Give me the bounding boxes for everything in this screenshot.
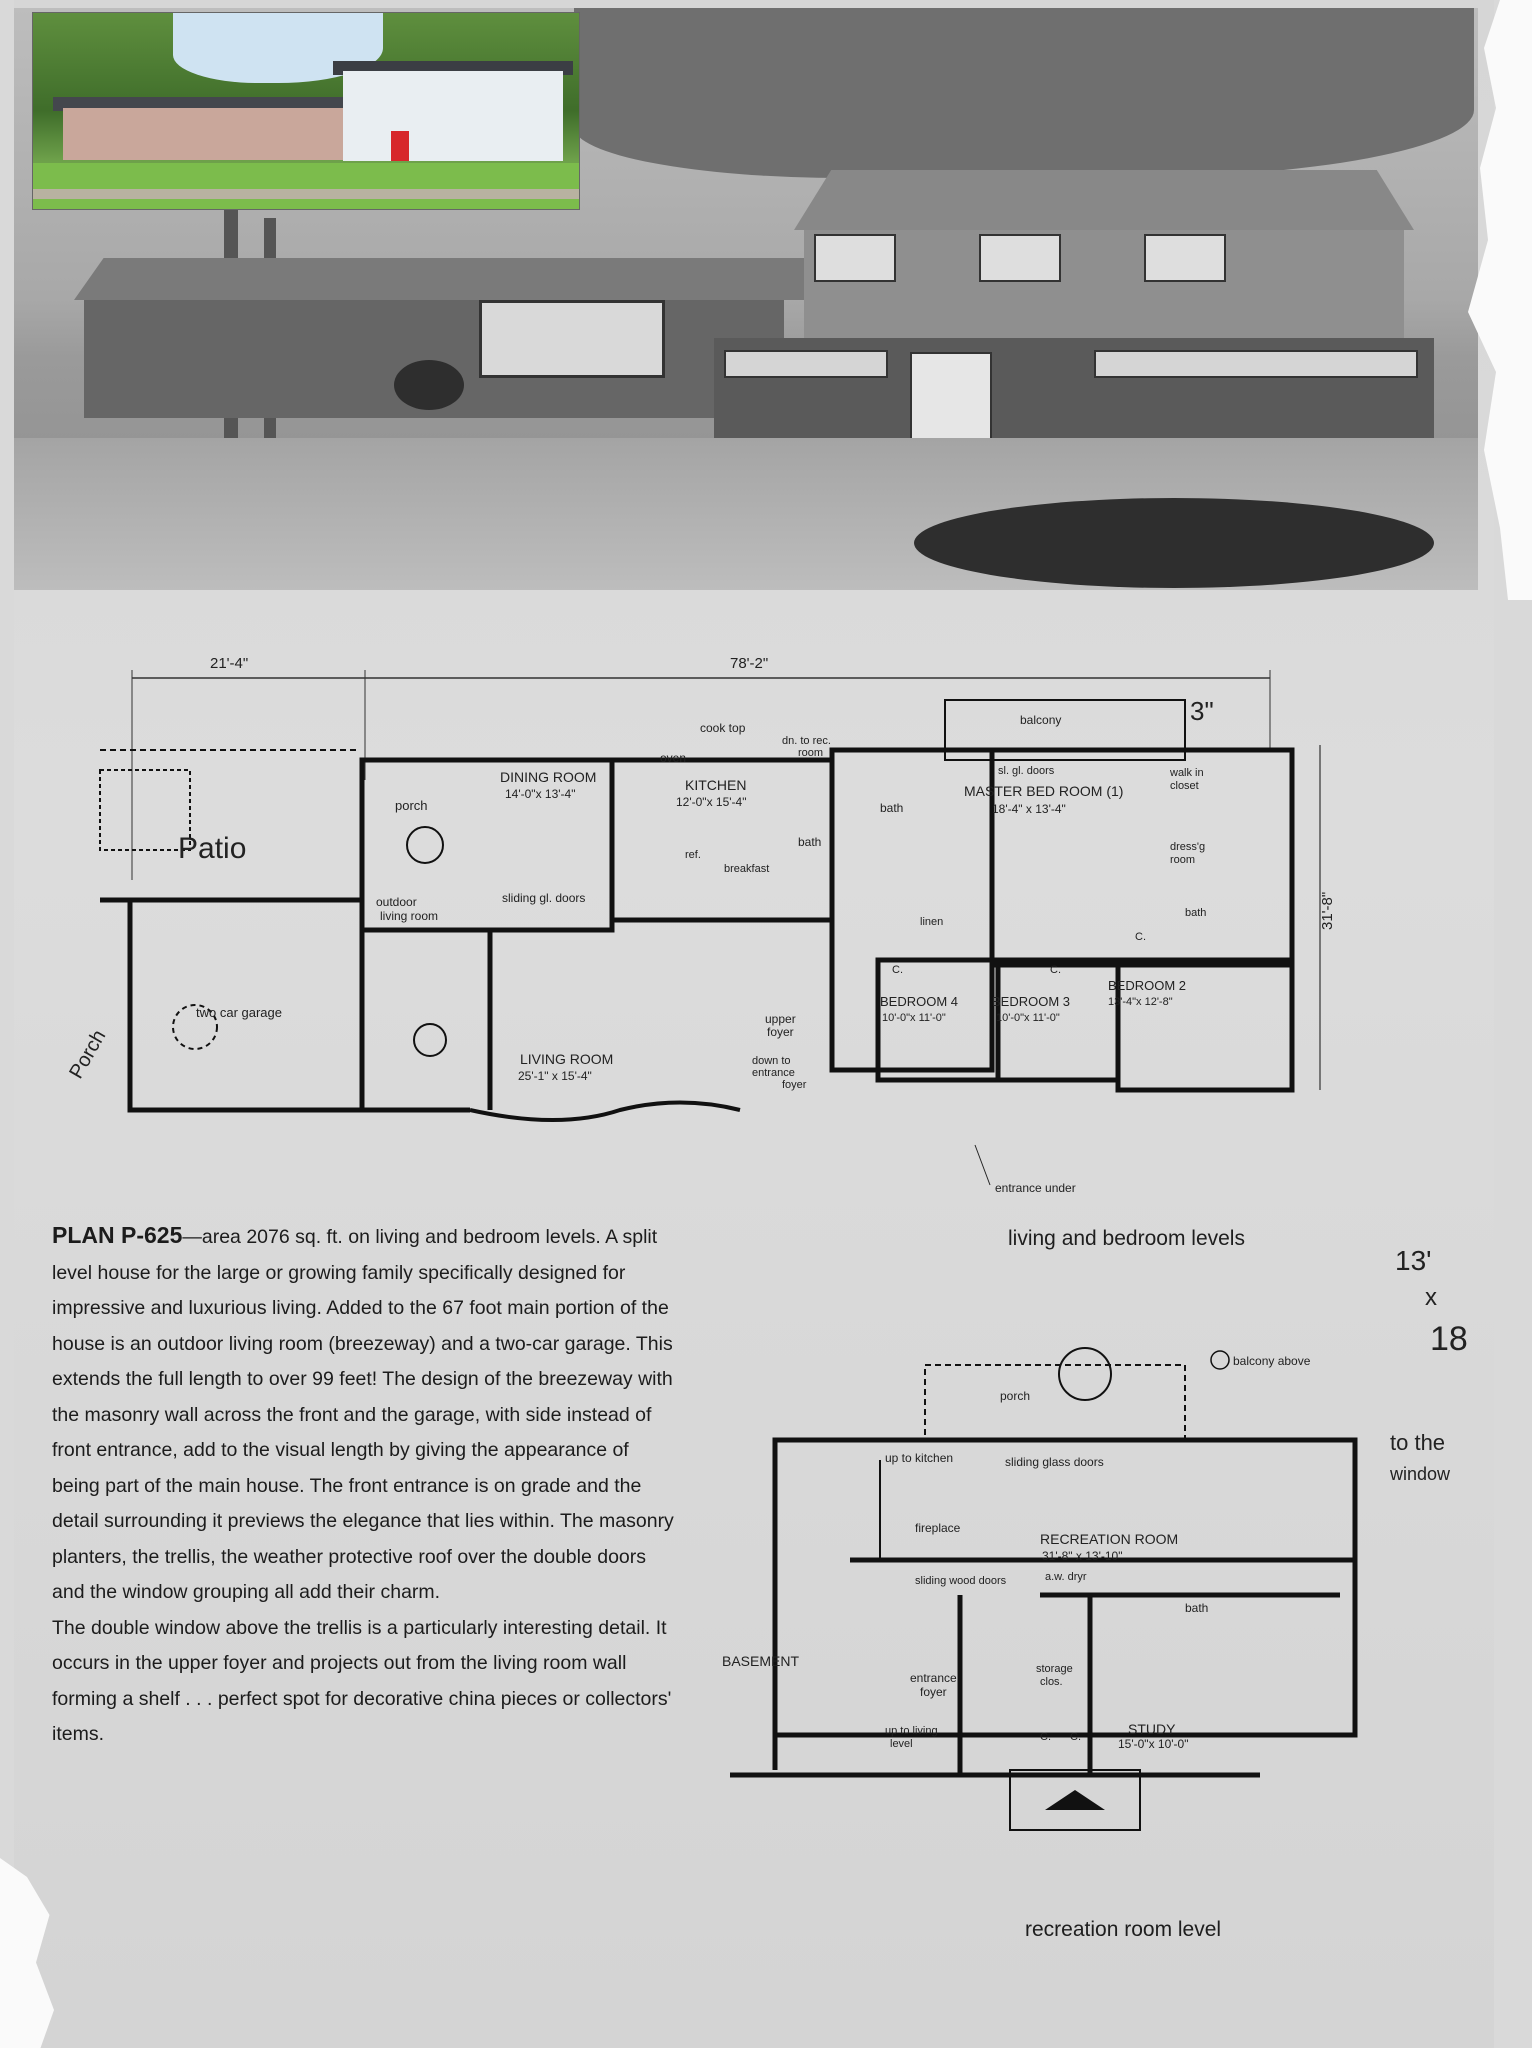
lower-roof (74, 258, 814, 300)
foyer-label: foyer (782, 1079, 807, 1091)
bath-label: bath (880, 801, 904, 815)
plan-lead-text: —area 2076 sq. ft. on living and bedroom levels. A split level house for the large or growing family specifically designed for impressive and luxurious living. Added to the 67 foot main portion of the house is an outdoor living room (breezeway) and a two-car garage. This extends the full length to over 99 feet! The design of the breezeway with the masonry wall across the front and the garage, with side instead of front entrance, add to the visual length by giving the appearance of being part of the main house. The front entrance is on grade and the detail surrounding it previews the elegance that lies within. The masonry planters, the trellis, the weather protective roof over the double doors and the window grouping all add their charm. (52, 1226, 674, 1603)
upper-roof (794, 170, 1414, 230)
plan-paragraph-2: The double window above the trellis is a particularly interesting detail. It occurs in the upper foyer and projects out from the living room wall forming a shelf . . . perfect spot for decorative china pieces or collectors' items. (52, 1616, 672, 1745)
kitchen-size: 12'-0"x 15'-4" (676, 795, 747, 809)
lower-bath-label: bath (1185, 1601, 1209, 1615)
handwritten-patio: Patio (178, 832, 247, 865)
shutter-window (814, 234, 896, 282)
house-photo (32, 12, 580, 210)
lower-level-label: recreation room level (1025, 1918, 1222, 1941)
balcony-label: balcony (1020, 713, 1062, 727)
picture-window (479, 300, 665, 378)
handwritten-note: 3" (1190, 696, 1214, 726)
dressing-room-label: room (1170, 854, 1196, 866)
dn-rec-label: dn. to rec. (782, 735, 831, 747)
handwritten-porch: Porch (65, 1026, 111, 1083)
dim-total: 78'-2" (730, 655, 769, 672)
breakfast-label: breakfast (724, 863, 770, 875)
house-rendering (14, 8, 1478, 590)
svg-text:18: 18 (1430, 1320, 1468, 1358)
shrub (394, 360, 464, 410)
dim-left: 21'-4" (210, 655, 249, 672)
porch-label-lower: porch (1000, 1389, 1031, 1403)
entrance-under-label: entrance under (995, 1181, 1076, 1195)
shrubbery (914, 498, 1434, 588)
up-to-kitchen-label: up to kitchen (885, 1451, 954, 1465)
living-room-label: LIVING ROOM (520, 1051, 614, 1067)
living-room-size: 25'-1" x 15'-4" (518, 1069, 592, 1083)
up-to-living-level-label: level (890, 1738, 913, 1750)
closet-c-lower-2: C. (1070, 1731, 1081, 1743)
closet-c-label-3: C. (1135, 931, 1146, 943)
bedroom-4-label: BEDROOM 4 (880, 994, 959, 1009)
trellis-windows (724, 350, 888, 378)
storage-label: storage (1036, 1663, 1073, 1675)
lower-floor-plan (700, 1320, 1500, 1980)
walkin-label: walk in (1170, 767, 1204, 779)
washer-dryer-label: a.w. dryr (1045, 1571, 1087, 1583)
sliding-doors-label: sliding gl. doors (502, 891, 586, 905)
cooktop-label: cook top (700, 721, 746, 735)
shutter-window (1144, 234, 1226, 282)
handwritten-note-lower-2: window (1390, 1464, 1451, 1484)
outdoor-living-label: living room (380, 909, 439, 923)
double-door (910, 352, 992, 450)
svg-text:13': 13' (1395, 1245, 1432, 1276)
dim-depth: 31'-8" (1319, 891, 1336, 930)
fireplace-label: fireplace (915, 1521, 961, 1535)
outdoor-label: outdoor (376, 895, 417, 909)
dressing-label: dress'g (1170, 841, 1206, 853)
master-bedroom-label: MASTER BED ROOM (1) (964, 783, 1124, 799)
bath-label-2: bath (798, 835, 822, 849)
sl-gl-doors-label: sl. gl. doors (998, 765, 1055, 777)
ref-label: ref. (685, 849, 701, 861)
master-bedroom-size: 18'-4" x 13'-4" (992, 802, 1066, 816)
down-to-label: down to (752, 1055, 791, 1067)
closet-c-label: C. (892, 964, 903, 976)
entrance-foyer-label: entrance (910, 1671, 957, 1685)
dining-room-size: 14'-0"x 13'-4" (505, 787, 576, 801)
entrance-label: entrance (752, 1067, 795, 1079)
svg-text:x: x (1425, 1284, 1437, 1311)
oven-label: oven (660, 751, 687, 765)
up-to-living-label: up to living (885, 1725, 938, 1737)
kitchen-label: KITCHEN (685, 777, 747, 793)
plan-id: PLAN P-625 (52, 1222, 183, 1248)
handwritten-note-lower: to the (1390, 1430, 1446, 1455)
entrance-foyer-label-2: foyer (920, 1685, 947, 1699)
sliding-glass-label: sliding glass doors (1005, 1455, 1104, 1469)
bedroom-2-size: 13'-4"x 12'-8" (1108, 996, 1173, 1008)
balcony-above-label: balcony above (1233, 1354, 1311, 1368)
plan-description (52, 1218, 680, 1753)
study-label: STUDY (1128, 1721, 1176, 1737)
porch-label: porch (395, 798, 428, 813)
closet-label: closet (1170, 780, 1199, 792)
dining-room-label: DINING ROOM (500, 769, 597, 785)
bedroom-3-label: BEDROOM 3 (992, 994, 1071, 1009)
upper-foyer-label-2: foyer (767, 1025, 794, 1039)
bedroom-3-size: 10'-0"x 11'-0" (996, 1012, 1060, 1024)
sliding-wood-label: sliding wood doors (915, 1575, 1007, 1587)
closet-c-label-2: C. (1050, 964, 1061, 976)
basement-label: BASEMENT (722, 1653, 800, 1669)
recreation-room-size: 31'-8" x 13'-10" (1042, 1549, 1123, 1563)
bedroom-4-size: 10'-0"x 11'-0" (882, 1012, 946, 1024)
upper-foyer-label: upper (765, 1012, 796, 1026)
bedroom-2-label: BEDROOM 2 (1108, 978, 1187, 993)
shutter-window (979, 234, 1061, 282)
study-size: 15'-0"x 10'-0" (1118, 1737, 1189, 1751)
linen-label: linen (920, 916, 944, 928)
ribbon-windows (1094, 350, 1418, 378)
master-bath-label: bath (1185, 907, 1207, 919)
storage-closet-label: clos. (1040, 1676, 1063, 1688)
garage-label: two car garage (196, 1005, 282, 1020)
upper-level-label: living and bedroom levels (1008, 1227, 1245, 1250)
recreation-room-label: RECREATION ROOM (1040, 1531, 1179, 1547)
closet-c-lower: C. (1040, 1731, 1051, 1743)
dn-rec-room-label: room (798, 747, 824, 759)
upper-floor-plan (40, 640, 1360, 1200)
